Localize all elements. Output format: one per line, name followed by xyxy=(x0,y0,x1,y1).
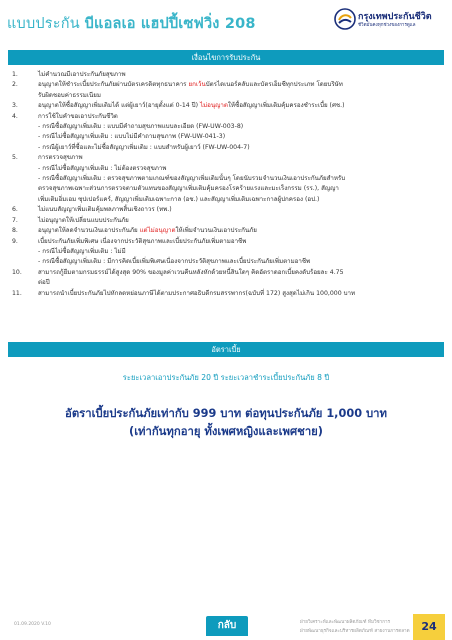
title-main: บีแอลเอ แฮปปี้เซฟวิ่ง 208 xyxy=(84,16,256,32)
page-number: 24 xyxy=(413,614,445,640)
condition-number: 7. xyxy=(12,216,18,224)
rates-heading: อัตราเบี้ย xyxy=(8,342,444,357)
condition-line: - กรณีไม่ซื้อสัญญาเพิ่มเติม : แบบไม่มีคำถามสุขภาพ (FW-UW-041-3) xyxy=(38,133,226,141)
condition-line xyxy=(38,101,438,111)
condition-line: - กรณีซื้อสัญญาเพิ่มเติม : มีการคิดเบี้ยเพิ่มพิเศษเนื่องจากประวัติสุขภาพและเบี้ยประกันภัยเพิ่มตามอาชีพ xyxy=(38,258,311,266)
condition-number: 8. xyxy=(12,227,18,235)
company-logo xyxy=(334,8,446,32)
condition-item xyxy=(12,70,438,80)
condition-line: ต่อปี xyxy=(38,279,50,287)
condition-text: บัตรไดเนอร์คลับและบัตรเอ็มซีทุกประเภท โดยบริษัท xyxy=(205,81,343,89)
document-title xyxy=(7,12,256,35)
condition-line: ไม่แนบสัญญาเพิ่มเติมคุ้มพลภาพสิ้นเชิงถาวร (ทพ.) xyxy=(38,206,172,214)
condition-number: 4. xyxy=(12,112,18,120)
condition-item xyxy=(12,80,438,101)
condition-line: - กรณีไม่ซื้อสัญญาเพิ่มเติม : ไม่มี xyxy=(38,247,126,255)
condition-item xyxy=(12,112,438,154)
condition-line xyxy=(38,226,438,236)
condition-item xyxy=(12,237,438,268)
condition-number: 6. xyxy=(12,206,18,214)
condition-line xyxy=(38,80,438,90)
logo-tagline: ชีวิตมั่นคงทุกช่วงของการดูแล xyxy=(358,23,416,28)
condition-text: ให้ซื้อสัญญาเพิ่มเติมคุ้มครองชำระเบี้ย (ศช.) xyxy=(227,102,345,110)
condition-line: เพิ่มเติมอิ่มเอม ซุปเปอร์แคร์, สัญญาเพิ่มเติมเฉพาะกาล (อช.) และสัญญาเพิ่มเติมเฉพาะกาลผู้ปกครอง (อป.) xyxy=(38,195,320,203)
condition-line: ไม่อนุญาตให้เปลี่ยนแบบประกันภัย xyxy=(38,216,129,224)
condition-line: - กรณีซื้อสัญญาเพิ่มเติม : ตรวจสุขภาพตามเกณฑ์ของสัญญาเพิ่มเติมนั้นๆ โดยนับรวมจำนวนเงินเอาประกันภัยสำหรับ xyxy=(38,175,346,183)
condition-line: การตรวจสุขภาพ xyxy=(38,154,83,162)
title-prefix: แบบประกัน xyxy=(7,16,80,32)
condition-number: 5. xyxy=(12,154,18,162)
footer-department-1: ฝ่ายวิเคราะห์และพัฒนาผลิตภัณฑ์ ทีมวิชาการ xyxy=(300,620,391,625)
condition-line: ตรวจสุขภาพเฉพาะส่วนการตรวจตามตัวแทนของสัญญาเพิ่มเติมคุ้มครองโรคร้ายแรงและมะเร็งกรรม (รร.), สัญญา xyxy=(38,185,339,193)
condition-number: 3. xyxy=(12,102,18,110)
condition-item xyxy=(12,289,438,299)
logo-name: กรุงเทพประกันชีวิต xyxy=(358,12,432,22)
condition-highlight: ไม่อนุญาต xyxy=(199,102,228,110)
condition-number: 11. xyxy=(12,289,22,297)
premium-rate-text: อัตราเบี้ยประกันภัยเท่ากับ 999 บาท ต่อทุนประกันภัย 1,000 บาท xyxy=(65,407,387,420)
condition-item xyxy=(12,101,438,111)
condition-line: - กรณีไม่ซื้อสัญญาเพิ่มเติม : ไม่ต้องตรวจสุขภาพ xyxy=(38,164,167,172)
condition-number: 10. xyxy=(12,268,22,276)
condition-item xyxy=(12,205,438,215)
condition-highlight: ยกเว้น xyxy=(188,81,206,89)
condition-item xyxy=(12,226,438,236)
bangkok-life-logo-icon xyxy=(334,8,356,30)
condition-line: เบี้ยประกันภัยเพิ่มพิเศษ เนื่องจากประวัติสุขภาพและเบี้ยประกันภัยเพิ่มตามอาชีพ xyxy=(38,237,247,245)
condition-line: - กรณีซื้อสัญญาเพิ่มเติม : แบบมีคำถามสุขภาพแบบละเอียด (FW-UW-003-8) xyxy=(38,123,244,131)
condition-line: - กรณีผู้เยาว์ที่ซื้อและไม่ซื้อสัญญาเพิ่มเติม : แบบสำหรับผู้เยาว์ (FW-UW-004-7) xyxy=(38,143,250,151)
coverage-period-text: ระยะเวลาเอาประกันภัย 20 ปี ระยะเวลาชำระเบี้ยประกันภัย 8 ปี xyxy=(122,373,330,382)
condition-text: ให้เพิ่มจำนวนเงินเอาประกันภัย xyxy=(175,227,257,235)
condition-line: ไม่คำนวณมีเอาประกันภัยสุขภาพ xyxy=(38,71,126,78)
condition-text: อนุญาตให้ลดจำนวนเงินเอาประกันภัย xyxy=(38,227,140,235)
condition-highlight: แต่ไม่อนุญาต xyxy=(139,227,176,235)
conditions-heading: เงื่อนไขการรับประกัน xyxy=(8,50,444,65)
condition-number: 9. xyxy=(12,237,18,245)
condition-item xyxy=(12,268,438,289)
condition-line: รับผิดชอบค่าธรรมเนียม xyxy=(38,91,101,99)
condition-number: 1. xyxy=(12,71,18,78)
back-button[interactable]: กลับ xyxy=(206,616,248,636)
condition-item xyxy=(12,153,438,205)
conditions-list xyxy=(12,70,438,299)
condition-number: 2. xyxy=(12,81,18,89)
condition-text: อนุญาตให้ชำระเบี้ยประกันภัยผ่านบัตรเครดิตทุกธนาคาร xyxy=(38,81,189,89)
premium-note-text: (เท่ากันทุกอายุ ทั้งเพศหญิงและเพศชาย) xyxy=(129,425,323,438)
condition-line: การใช้ใบคำขอเอาประกันชีวิต xyxy=(38,112,118,120)
condition-line: สามารถนำเบี้ยประกันภัยไปหักลดหย่อนภาษีได้ตามประกาศอธิบดีกรมสรรพากร(ฉบับที่ 172) สูงสุดไม่เกิน 100,000 บาท xyxy=(38,289,356,297)
footer-department-2: ฝ่ายพัฒนาธุรกิจและบริหารผลิตภัณฑ์ สายงานการตลาด xyxy=(300,629,410,634)
footer-version-date: 01.09.2020 V.10 xyxy=(14,622,51,627)
condition-text: อนุญาตให้ซื้อสัญญาเพิ่มเติมได้ แต่ผู้เยาว์(อายุตั้งแต่ 0-14 ปี) xyxy=(38,102,200,110)
condition-item xyxy=(12,216,438,226)
condition-line: สามารถกู้ยืมตามกรมธรรม์ได้สูงสุด 90% ของมูลค่าเวนคืนหลังหักด้วยหนี้สินใดๆ คิดอัตราดอกเบี้ยคงดับร้อยละ 4.75 xyxy=(38,268,344,276)
